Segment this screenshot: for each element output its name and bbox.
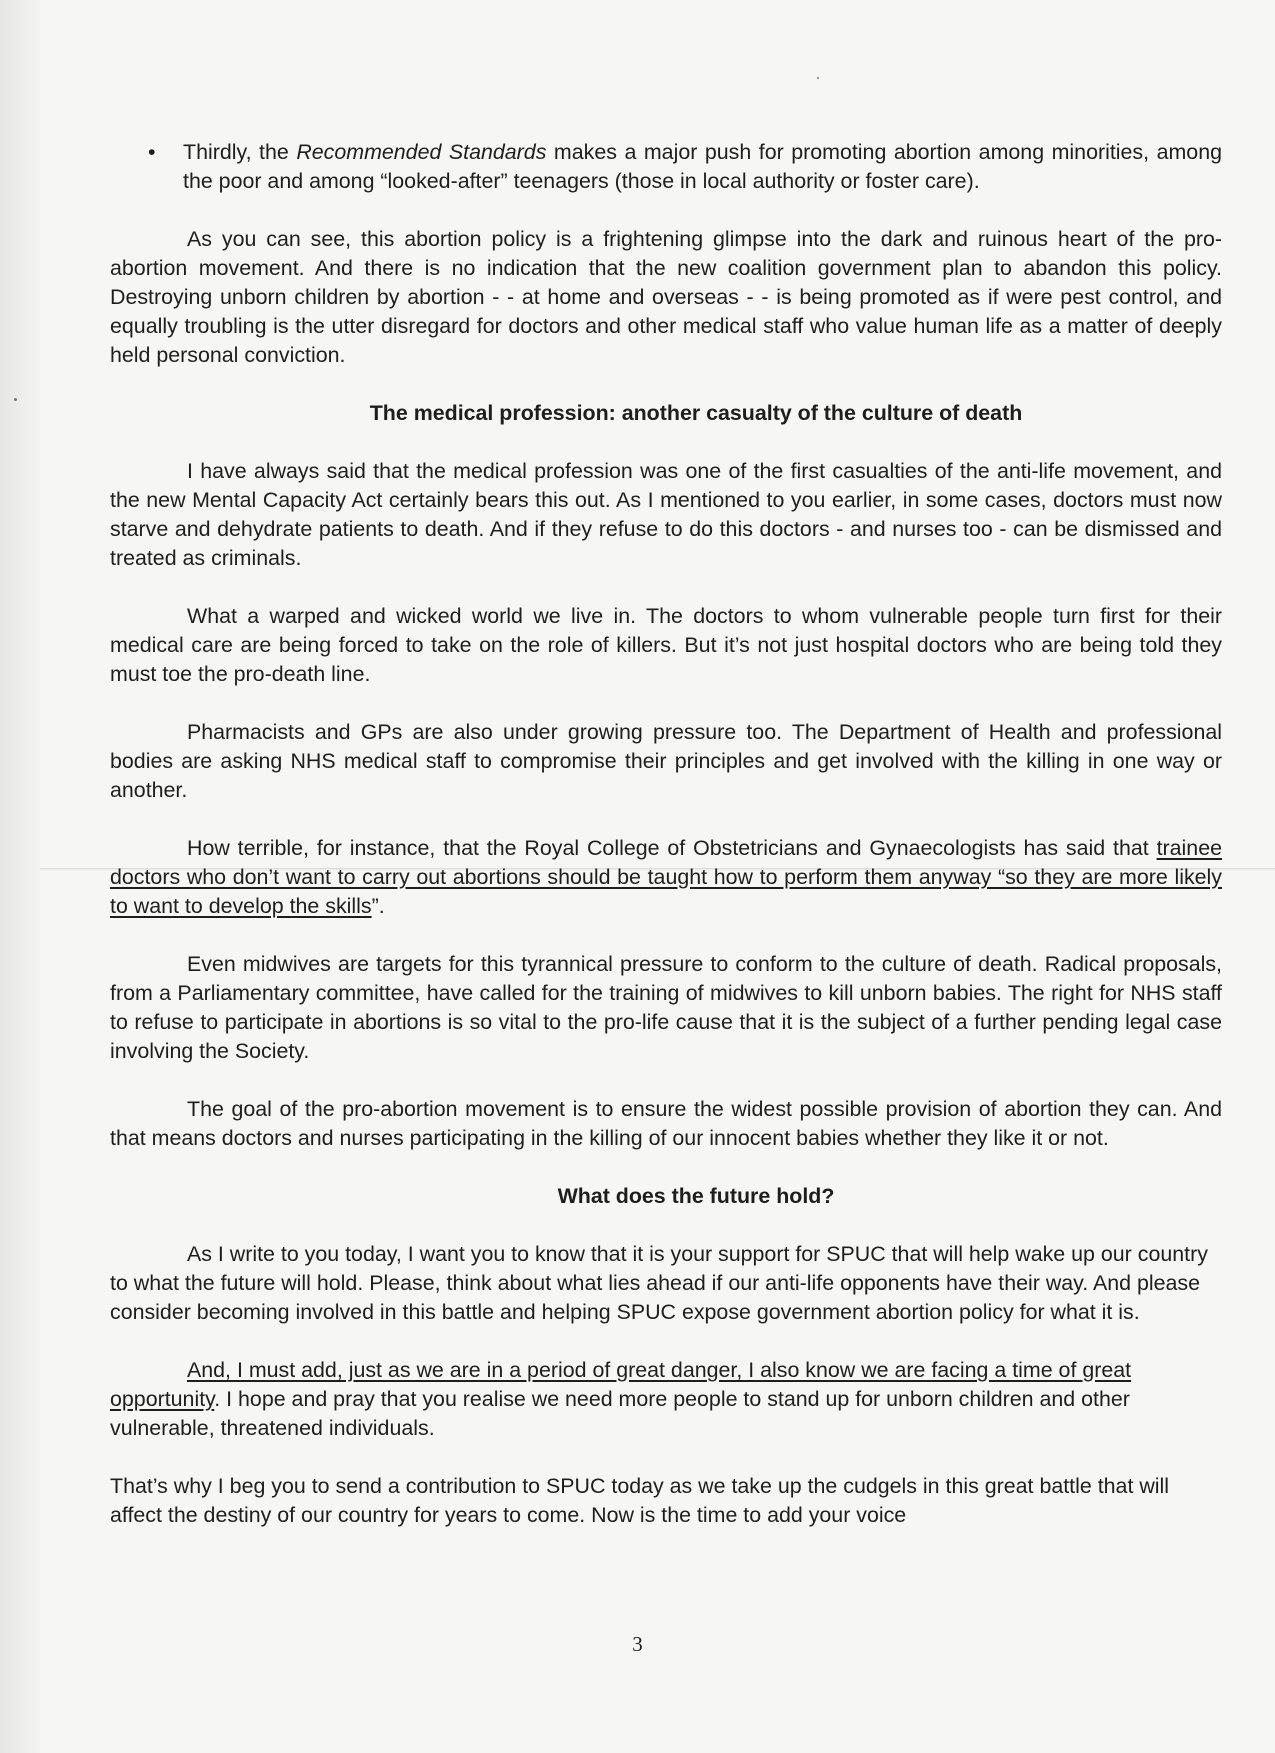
paper-speck bbox=[14, 398, 17, 401]
underlined-quote: trainee doctors who don’t want to carry out abortions should be taught how to perform them anyway “so they are more likely to want to develop the skills bbox=[110, 836, 1222, 918]
paragraph: How terrible, for instance, that the Royal College of Obstetricians and Gynaecologists has said that trainee doctors who don’t want to carry out abortions should be taught how to perform them anyway “so they are more likely to want to develop the skills”. bbox=[110, 836, 1222, 918]
underlined-statement: And, I must add, just as we are in a period of great danger, I also know we are facing a time of great opportunity bbox=[110, 1358, 1132, 1411]
bullet-text: Thirdly, the Recommended Standards makes a major push for promoting abortion among minorities, among the poor and among “looked-after” teenagers (those in local authority or foster care). bbox=[183, 140, 1222, 193]
paragraph: The goal of the pro-abortion movement is to ensure the widest possible provision of abortion they can. And that means doctors and nurses participating in the killing of our innocent babies whether they like it or not. bbox=[110, 1097, 1222, 1150]
paragraph: As I write to you today, I want you to know that it is your support for SPUC that will help wake up our country to what the future will hold. Please, think about what lies ahead if our anti-life opponents have their way. And please consider becoming involved in this battle and helping SPUC expose government abortion policy for what it is. bbox=[110, 1242, 1208, 1324]
section-heading: The medical profession: another casualty of the culture of death bbox=[369, 401, 1023, 425]
paragraph: Even midwives are targets for this tyrannical pressure to conform to the culture of death. Radical proposals, from a Parliamentary committee, have called for the training of midwives to kill unborn babies. The right for NHS staff to refuse to participate in abortions is so vital to the pro-life cause that it is the subject of a further pending legal case involving the Society. bbox=[110, 952, 1222, 1063]
page-number: 3 bbox=[632, 1632, 643, 1656]
bullet-icon: • bbox=[148, 140, 156, 164]
bullet-item bbox=[148, 138, 1222, 196]
paragraph: That’s why I beg you to send a contribution to SPUC today as we take up the cudgels in this great battle that will affect the destiny of our country for years to come. Now is the time to add your voice bbox=[110, 1474, 1170, 1527]
paragraph: And, I must add, just as we are in a period of great danger, I also know we are facing a time of great opportunity. I hope and pray that you realise we need more people to stand up for unborn children and other vulnerable, threatened individuals. bbox=[110, 1358, 1132, 1440]
section-heading: What does the future hold? bbox=[557, 1184, 835, 1208]
publication-title: Recommended Standards bbox=[296, 140, 547, 164]
letter-body bbox=[110, 138, 1222, 1559]
paper-speck bbox=[817, 77, 819, 79]
paragraph: As you can see, this abortion policy is a frightening glimpse into the dark and ruinous heart of the pro-abortion movement. And there is no indication that the new coalition government plan to abandon this policy. Destroying unborn children by abortion - - at home and overseas - - is being promoted as if were pest control, and equally troubling is the utter disregard for doctors and other medical staff who value human life as a matter of deeply held personal conviction. bbox=[110, 227, 1222, 367]
paragraph: Pharmacists and GPs are also under growing pressure too. The Department of Health and professional bodies are asking NHS medical staff to compromise their principles and get involved with the killing in one way or another. bbox=[110, 720, 1222, 802]
paragraph: I have always said that the medical profession was one of the first casualties of the anti-life movement, and the new Mental Capacity Act certainly bears this out. As I mentioned to you earlier, in some cases, doctors must now starve and dehydrate patients to death. And if they refuse to do this doctors - and nurses too - can be dismissed and treated as criminals. bbox=[110, 459, 1222, 570]
paragraph: What a warped and wicked world we live in. The doctors to whom vulnerable people turn first for their medical care are being forced to take on the role of killers. But it’s not just hospital doctors who are being told they must toe the pro-death line. bbox=[110, 604, 1222, 686]
page-left-edge bbox=[0, 0, 40, 1753]
